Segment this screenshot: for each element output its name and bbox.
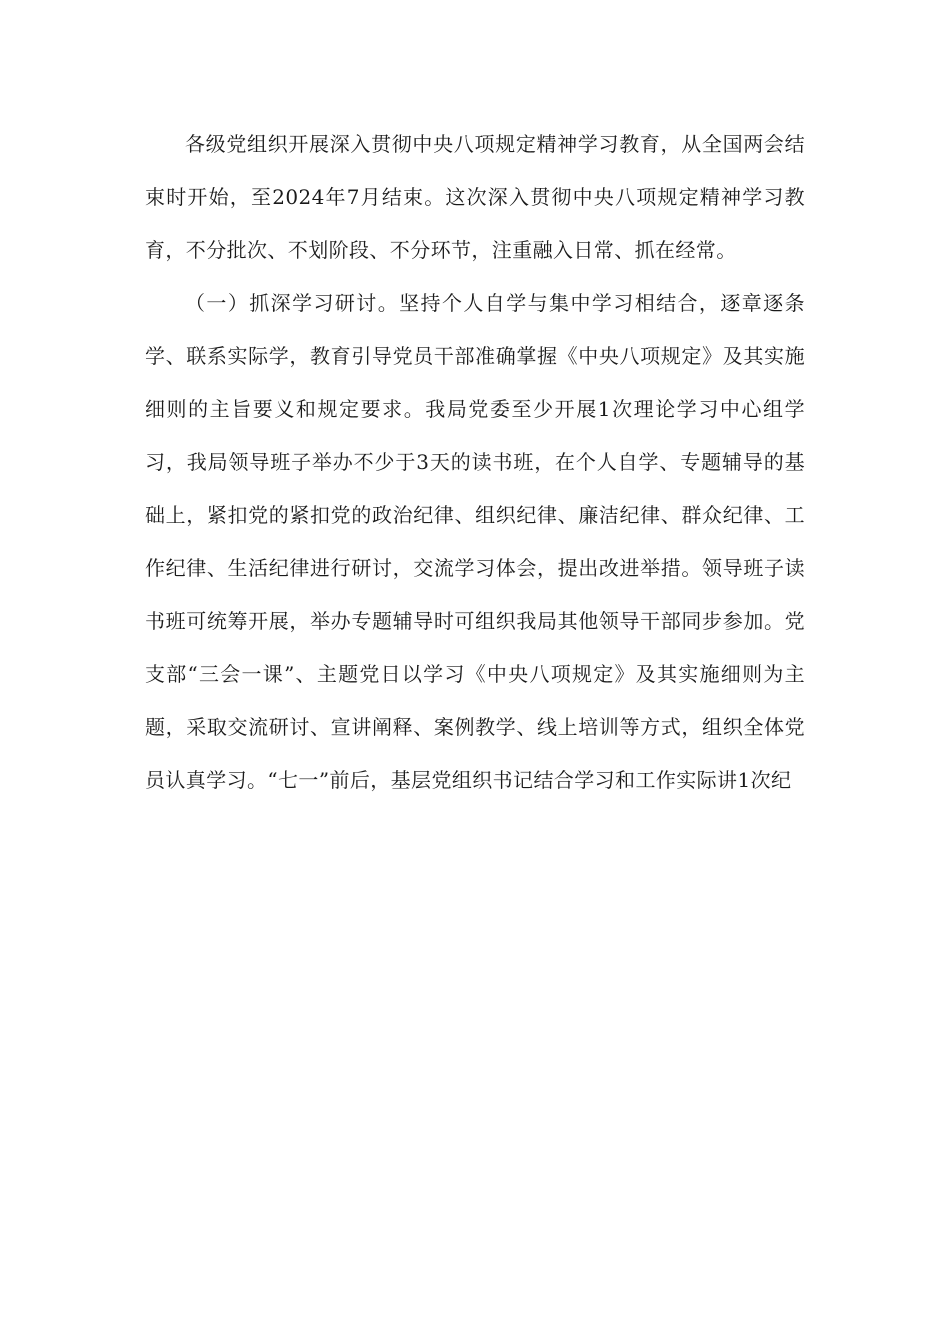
paragraph-study-discussion: （一）抓深学习研讨。坚持个人自学与集中学习相结合，逐章逐条学、联系实际学，教育引导党员干部准确掌握《中央八项规定》及其实施细则的主旨要义和规定要求。我局党委至少开展1次理论学习中心组学习，我局领导班子举办不少于3天的读书班，在个人自学、专题辅导的基础上，紧扣党的紧扣党的政治纪律、组织纪律、廉洁纪律、群众纪律、工作纪律、生活纪律进行研讨，交流学习体会，提出改进举措。领导班子读书班可统筹开展，举办专题辅导时可组织我局其他领导干部同步参加。党支部“三会一课”、主题党日以学习《中央八项规定》及其实施细则为主题，采取交流研讨、宣讲阐释、案例教学、线上培训等方式，组织全体党员认真学习。“七一”前后，基层党组织书记结合学习和工作实际讲1次纪	[145, 291, 805, 792]
paragraph-intro: 各级党组织开展深入贯彻中央八项规定精神学习教育，从全国两会结束时开始，至2024年7月结束。这次深入贯彻中央八项规定精神学习教育，不分批次、不划阶段、不分环节，注重融入日常、抓在经常。	[145, 132, 805, 262]
document-body	[145, 118, 805, 807]
